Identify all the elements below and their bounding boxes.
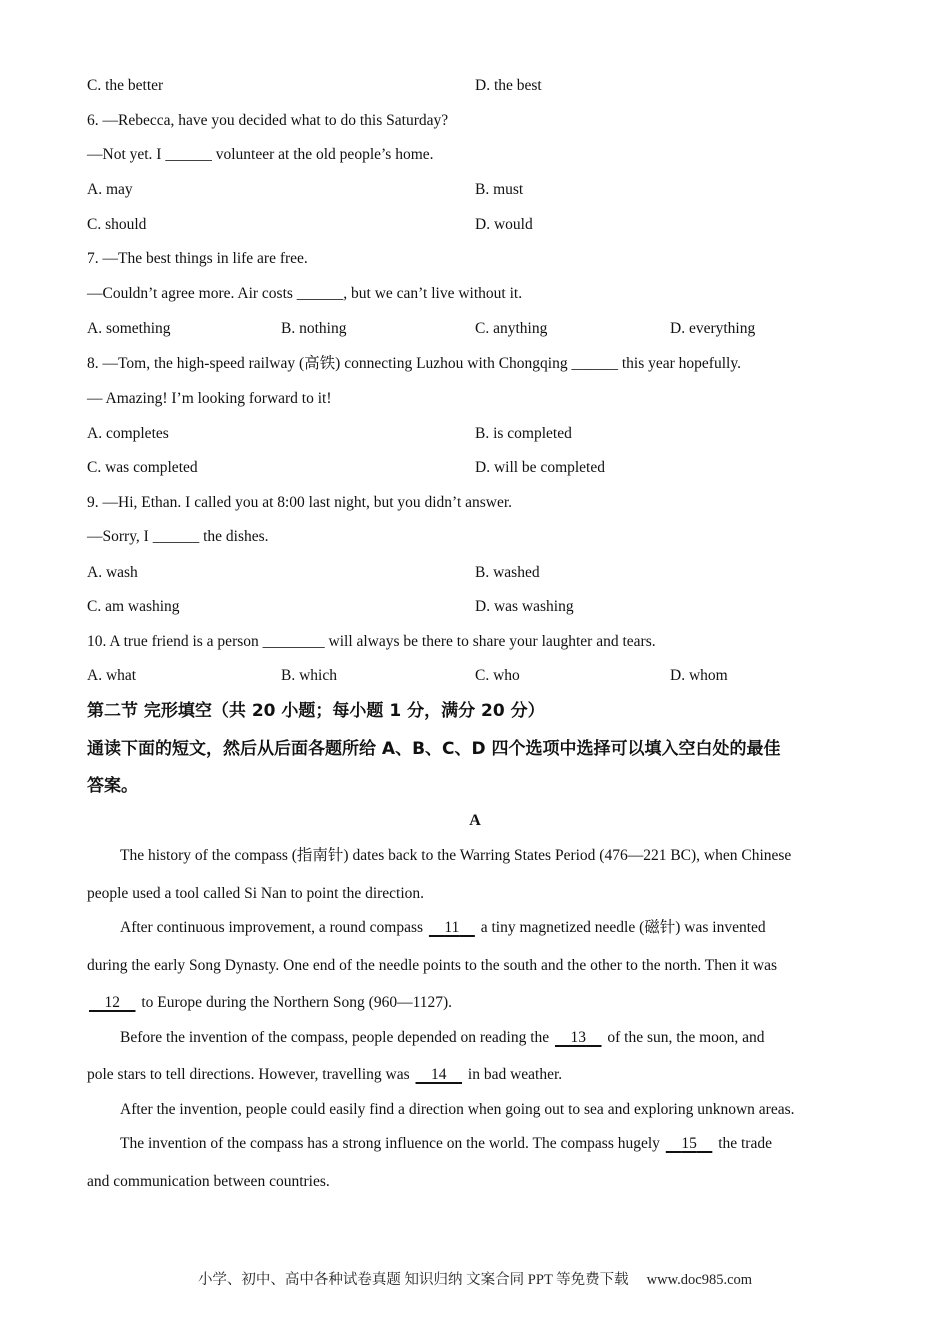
q5-option-d: D. the best bbox=[475, 77, 542, 94]
p2-text-pre: After continuous improvement, a round compass bbox=[120, 919, 427, 936]
p5-text-pre: The invention of the compass has a strong influence on the world. The compass hugely bbox=[120, 1135, 664, 1152]
q7-reply: —Couldn’t agree more. Air costs ______, but we can’t live without it. bbox=[87, 285, 523, 302]
q8-option-c: C. was completed bbox=[87, 459, 198, 476]
p3-text-pre: Before the invention of the compass, people depended on reading the bbox=[120, 1029, 554, 1046]
passage-paragraph-3-cont bbox=[87, 1065, 857, 1085]
blank-12: 12 bbox=[104, 994, 120, 1011]
section-instruction-cont: 答案。 bbox=[87, 776, 138, 796]
q10-option-b: B. which bbox=[281, 667, 337, 684]
passage-paragraph-1-cont: people used a tool called Si Nan to point the direction. bbox=[87, 885, 425, 902]
q6-option-a: A. may bbox=[87, 181, 133, 198]
p3-text-post: of the sun, the moon, and bbox=[603, 1029, 765, 1046]
p3-l2-post: in bad weather. bbox=[464, 1066, 563, 1083]
q7-option-c: C. anything bbox=[475, 320, 548, 337]
passage-paragraph-5-cont: and communication between countries. bbox=[87, 1173, 330, 1190]
q10-option-c: C. who bbox=[475, 667, 520, 684]
q9-option-d: D. was washing bbox=[475, 598, 574, 615]
q9-reply: —Sorry, I ______ the dishes. bbox=[87, 528, 269, 545]
q10-option-d: D. whom bbox=[670, 667, 728, 684]
footer-text: 小学、初中、高中各种试卷真题 知识归纳 文案合同 PPT 等免费下载 bbox=[197, 1272, 629, 1288]
q8-option-b: B. is completed bbox=[475, 425, 572, 442]
q7-option-b: B. nothing bbox=[281, 320, 347, 337]
q5-option-c: C. the better bbox=[87, 77, 164, 94]
passage-paragraph-3 bbox=[120, 1028, 890, 1048]
q9-option-c: C. am washing bbox=[87, 598, 180, 615]
q9-option-a: A. wash bbox=[87, 564, 138, 581]
passage-paragraph-2-cont: during the early Song Dynasty. One end of the needle points to the south and the other to the north. Then it was bbox=[87, 957, 778, 974]
p2-end-text: to Europe during the Northern Song (960—1127). bbox=[137, 994, 453, 1011]
passage-label: A bbox=[469, 812, 481, 829]
passage-paragraph-2 bbox=[120, 918, 890, 938]
q8-stem: 8. —Tom, the high-speed railway (高铁) connecting Luzhou with Chongqing ______ this year hopefully. bbox=[87, 355, 741, 372]
q6-reply: —Not yet. I ______ volunteer at the old people’s home. bbox=[87, 146, 434, 163]
section-title: 第二节 完形填空（共 20 小题；每小题 1 分，满分 20 分） bbox=[87, 701, 545, 721]
q6-option-b: B. must bbox=[475, 181, 524, 198]
p2-text-post: a tiny magnetized needle (磁针) was invented bbox=[476, 919, 766, 936]
q6-option-c: C. should bbox=[87, 216, 147, 233]
q8-reply: — Amazing! I’m looking forward to it! bbox=[87, 390, 332, 407]
q7-option-d: D. everything bbox=[670, 320, 756, 337]
q9-option-b: B. washed bbox=[475, 564, 540, 581]
q8-option-d: D. will be completed bbox=[475, 459, 605, 476]
q6-option-d: D. would bbox=[475, 216, 533, 233]
page-footer bbox=[0, 1270, 950, 1290]
p5-text-post: the trade bbox=[714, 1135, 772, 1152]
q8-option-a: A. completes bbox=[87, 425, 169, 442]
footer-url[interactable]: www.doc985.com bbox=[646, 1272, 753, 1288]
blank-14: 14 bbox=[431, 1066, 447, 1083]
passage-paragraph-5 bbox=[120, 1134, 890, 1154]
q10-option-a: A. what bbox=[87, 667, 137, 684]
passage-paragraph-4: After the invention, people could easily find a direction when going out to sea and exploring unknown areas. bbox=[120, 1101, 795, 1118]
q9-stem: 9. —Hi, Ethan. I called you at 8:00 last night, but you didn’t answer. bbox=[87, 494, 513, 511]
passage-paragraph-1: The history of the compass (指南针) dates back to the Warring States Period (476—221 BC), when Chinese bbox=[120, 847, 792, 864]
q6-stem: 6. —Rebecca, have you decided what to do this Saturday? bbox=[87, 112, 449, 129]
blank-15: 15 bbox=[681, 1135, 697, 1152]
p3-l2-pre: pole stars to tell directions. However, travelling was bbox=[87, 1066, 414, 1083]
q7-option-a: A. something bbox=[87, 320, 171, 337]
passage-paragraph-2-end bbox=[87, 993, 857, 1013]
blank-11: 11 bbox=[444, 919, 460, 936]
section-instruction: 通读下面的短文，然后从后面各题所给 A、B、C、D 四个选项中选择可以填入空白处的最佳 bbox=[87, 739, 781, 759]
q7-stem: 7. —The best things in life are free. bbox=[87, 250, 308, 267]
blank-13: 13 bbox=[570, 1029, 587, 1046]
q10-stem: 10. A true friend is a person ________ will always be there to share your laughter and tears. bbox=[87, 633, 656, 650]
